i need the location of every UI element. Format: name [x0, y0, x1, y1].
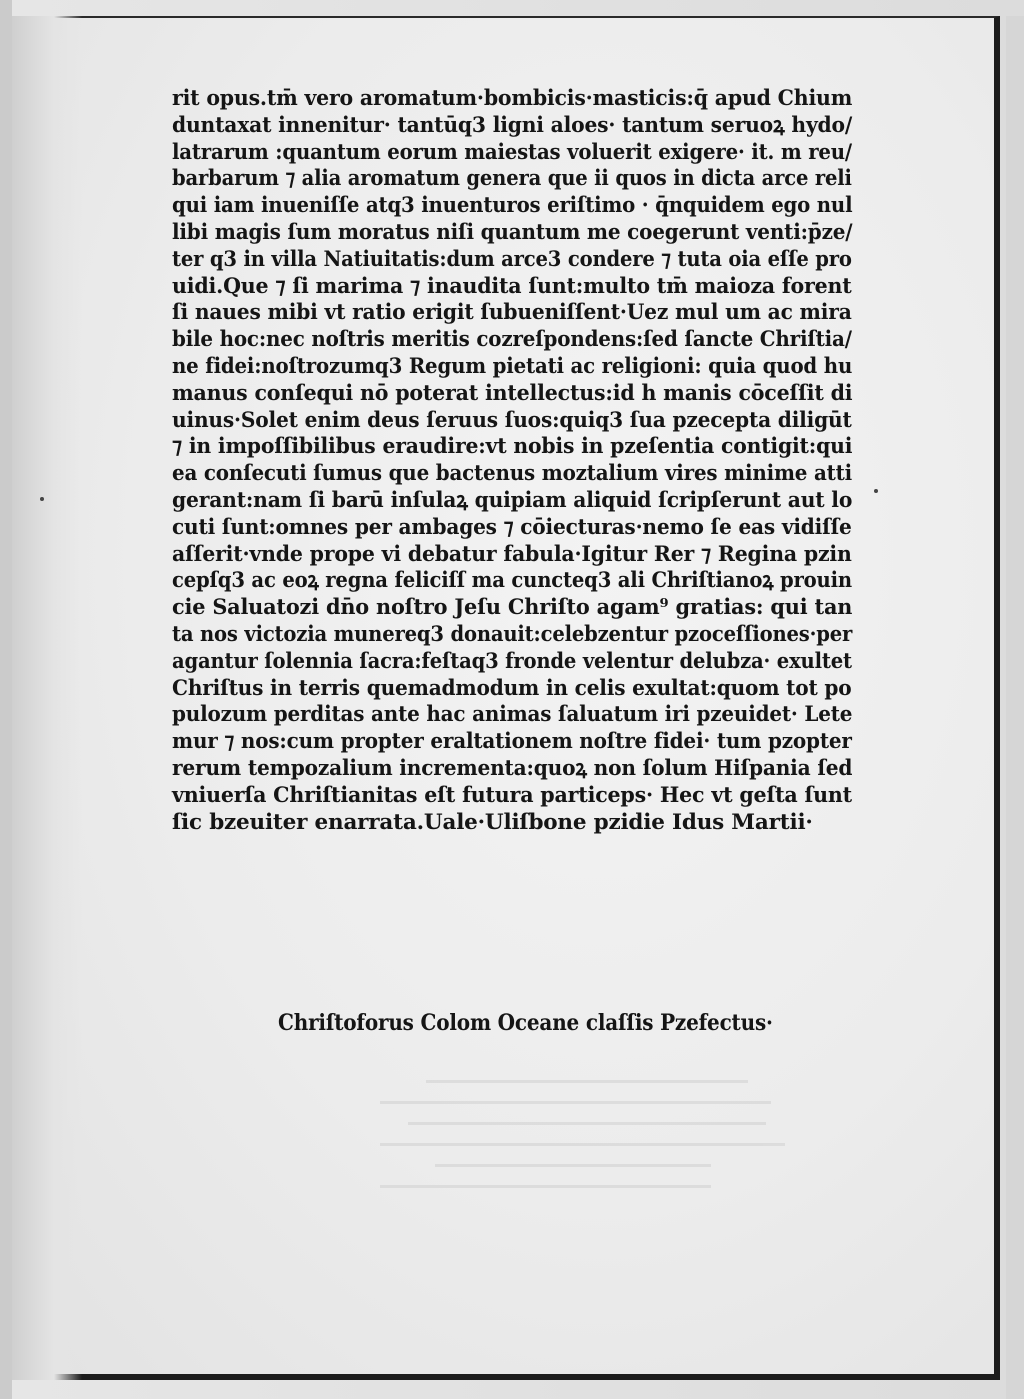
text-line: ſic bzeuiter enarrata.Uale·Uliſbone pzidie Idus Martii·	[172, 809, 813, 835]
text-line: aſſerit·vnde prope vi debatur fabula·Igitur Rer ⁊ Regina pzin	[172, 541, 852, 567]
text-line: bile hoc:nec noſtris meritis cozreſpondens:ſed ſancte Chriſtia/	[172, 327, 852, 353]
text-line: rit opus.tm̄ vero aromatum·bombicis·masticis:q̄ apud Chium	[172, 86, 853, 111]
text-line: uidi.Que ⁊ ſi marima ⁊ inaudita ſunt:multo tm̄ maioza forent	[172, 273, 852, 299]
margin-mark	[874, 489, 878, 493]
page-edge-shadow	[1006, 16, 1024, 1399]
text-line: pulozum perditas ante hac animas ſaluatum iri pzeuidet· Lete	[172, 702, 853, 728]
text-line: ſi naues mibi vt ratio erigit ſubueniſſent·Uez mul um ac mira	[172, 300, 852, 326]
text-line: cie Saluatozi dn̄o noſtro Jeſu Chriſto agam⁹ gratias: qui tan	[172, 595, 853, 621]
text-line: gerant:nam ſi barū inſulaꝝ quipiam aliquid ſcripſerunt aut lo	[172, 487, 853, 513]
text-line: vniuerſa Chriſtianitas eſt futura particeps· Hec vt geſta ſunt	[172, 782, 852, 808]
text-line: ea conſecuti ſumus que bactenus moztalium vires minime atti	[172, 461, 852, 487]
text-line: rerum tempozalium incrementa:quoꝝ non ſolum Hiſpania ſed	[172, 755, 853, 781]
text-line: latrarum :quantum eorum maiestas voluerit exigere· it. m reu/	[172, 139, 852, 165]
text-line: uinus·Solet enim deus ſeruus ſuos:quiq3 ſua pzecepta diligūt	[172, 407, 852, 433]
text-line: manus conſequi nō poterat intellectus:id h manis cōceſſit di	[172, 380, 853, 406]
signature-line: Chriſtoforus Colom Oceane claſſis Pzefectus·	[278, 1010, 773, 1036]
text-line: agantur ſolennia ſacra:feſtaq3 fronde velentur delubza· exultet	[172, 648, 852, 674]
page-gutter-shadow	[12, 16, 82, 1380]
text-line: ⁊ in impoſſibilibus eraudire:vt nobis in pzeſentia contigit:qui	[172, 434, 853, 460]
text-line: duntaxat innenitur· tantūq3 ligni aloes· tantum seruoꝝ hydo/	[172, 112, 853, 138]
text-line: barbarum ⁊ alia aromatum genera que ii quos in dicta arce reli	[172, 166, 852, 192]
text-line: Chriſtus in terris quemadmodum in celis exultat:quom tot po	[172, 675, 852, 701]
text-line: libi magis ſum moratus niſi quantum me coegerunt venti:p̄ze/	[172, 219, 853, 245]
text-line: mur ⁊ nos:cum propter eraltationem noſtre fidei· tum pzopter	[172, 729, 852, 755]
text-line: ta nos victozia munereq3 donauit:celebzentur pzoceſſiones·per	[172, 621, 853, 647]
binding-edge	[0, 0, 12, 1399]
text-line: cuti ſunt:omnes per ambages ⁊ cōiecturas·nemo ſe eas vidiſſe	[172, 514, 852, 540]
bleed-through-text	[380, 1080, 840, 1230]
text-line: ne fidei:noſtrozumq3 Regum pietati ac religioni: quia quod hu	[172, 353, 853, 379]
printed-text-block	[172, 86, 852, 836]
text-line: qui iam inueniſſe atq3 inuenturos eriſtimo · q̄nquidem ego nul	[172, 193, 853, 219]
margin-mark	[40, 497, 44, 501]
text-line: cepſq3 ac eoꝝ regna feliciſſ ma cuncteq3 ali Chriſtianoꝝ prouin	[172, 568, 852, 594]
text-line: ter q3 in villa Natiuitatis:dum arce3 condere ⁊ tuta oia eſſe pro	[172, 246, 852, 272]
